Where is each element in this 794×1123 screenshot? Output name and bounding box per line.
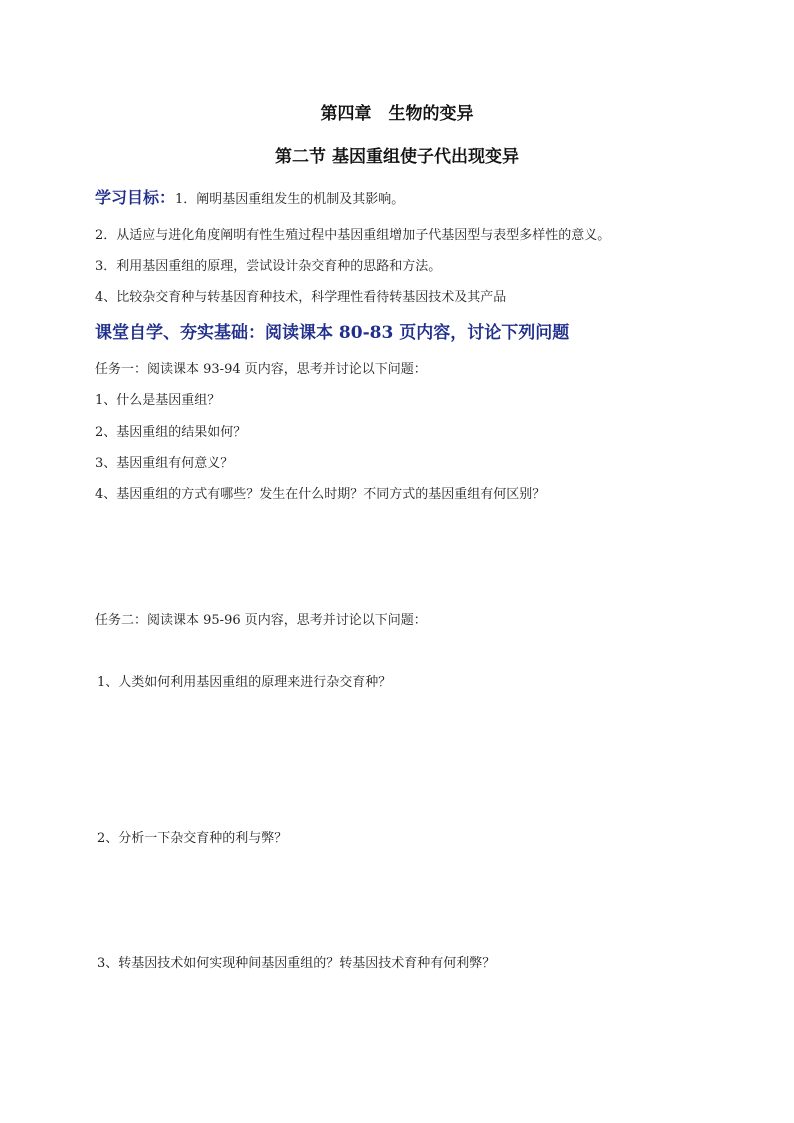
task1-question-2: 2、基因重组的结果如何？ [95,425,247,440]
objectives-label: 学习目标： [95,188,176,207]
objective-item-4: 4、比较杂交育种与转基因育种技术，科学理性看待转基因技术及其产品 [95,290,507,305]
task1-question-3: 3、基因重组有何意义？ [95,456,234,471]
task1-question-1: 1、什么是基因重组？ [95,393,221,408]
objective-item-3: 3．利用基因重组的原理，尝试设计杂交育种的思路和方法。 [95,259,442,274]
task2-question-2: 2、分析一下杂交育种的利与弊？ [97,831,288,846]
objective-item-2: 2．从适应与进化角度阐明有性生殖过程中基因重组增加子代基因型与表型多样性的意义。 [95,228,611,243]
self-study-heading: 课堂自学、夯实基础：阅读课本 80-83 页内容，讨论下列问题 [95,323,570,343]
objectives-row [95,190,404,206]
task1-question-4: 4、基因重组的方式有哪些？发生在什么时期？不同方式的基因重组有何区别？ [95,487,546,502]
task2-question-3: 3、转基因技术如何实现种间基因重组的？转基因技术育种有何利弊？ [97,956,496,971]
objective-item-1: 1．阐明基因重组发生的机制及其影响。 [175,192,405,207]
chapter-title: 第四章 生物的变异 [320,104,474,124]
task2-intro: 任务二：阅读课本 95-96 页内容，思考并讨论以下问题： [95,613,427,628]
task2-question-1: 1、人类如何利用基因重组的原理来进行杂交育种？ [97,675,392,690]
task1-intro: 任务一：阅读课本 93-94 页内容，思考并讨论以下问题： [95,362,427,377]
section-title: 第二节 基因重组使子代出现变异 [275,147,519,167]
